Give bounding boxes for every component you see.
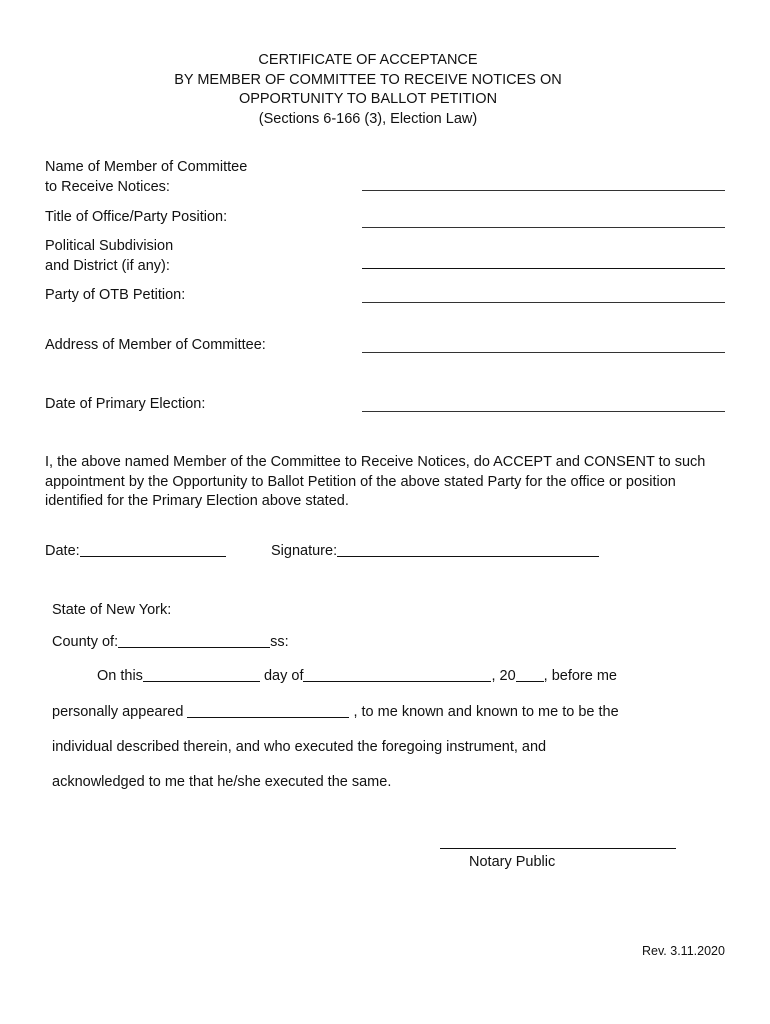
on-this-label: On this: [97, 668, 143, 684]
year-field-line[interactable]: [516, 667, 544, 682]
title-line-1: CERTIFICATE OF ACCEPTANCE: [258, 52, 478, 68]
known-to-me-label: , to me known and known to me to be the: [353, 704, 619, 720]
date-label: Date:: [45, 543, 80, 559]
personally-appeared-label: personally appeared: [52, 704, 184, 720]
party-field-line[interactable]: [362, 302, 725, 303]
title-line-2: BY MEMBER OF COMMITTEE TO RECEIVE NOTICES ON: [174, 71, 562, 88]
title-line-4: (Sections 6-166 (3), Election Law): [258, 110, 478, 127]
acknowledged-line: acknowledged to me that he/she executed the same.: [52, 774, 392, 790]
revision-label: Rev. 3.11.2020: [642, 944, 725, 958]
year-prefix-label: , 20: [491, 668, 516, 684]
date-field-line[interactable]: [80, 542, 226, 557]
subdivision-label-line-2: and District (if any):: [45, 258, 170, 274]
signature-row: [271, 541, 599, 561]
month-field-line[interactable]: [303, 667, 491, 682]
name-label-line-2: to Receive Notices:: [45, 179, 170, 195]
address-field-line[interactable]: [362, 352, 725, 353]
day-of-label: day of: [263, 668, 304, 684]
primary-date-label: Date of Primary Election:: [45, 396, 206, 412]
party-label: Party of OTB Petition:: [45, 287, 186, 303]
acceptance-statement: I, the above named Member of the Committee to Receive Notices, do ACCEPT and CONSENT to such appointment by the Opportunity to Ballot Petition of the above stated Party for the office or position identified for the Primary Election above stated.: [45, 454, 706, 509]
day-field-line[interactable]: [143, 667, 260, 682]
before-me-label: , before me: [543, 668, 617, 684]
primary-date-field-line[interactable]: [362, 411, 725, 412]
title-office-label: Title of Office/Party Position:: [45, 209, 228, 225]
signature-field-line[interactable]: [337, 542, 599, 557]
signature-label: Signature:: [271, 543, 338, 559]
subdivision-field-line[interactable]: [362, 268, 725, 269]
document-title: [0, 51, 736, 129]
name-label-line-1: Name of Member of Committee: [45, 159, 248, 175]
name-field-line[interactable]: [362, 190, 725, 191]
on-this-row: [97, 666, 617, 686]
title-office-field-line[interactable]: [362, 227, 725, 228]
subdivision-label-line-1: Political Subdivision: [45, 238, 174, 254]
county-row: [52, 632, 289, 652]
described-line: individual described therein, and who executed the foregoing instrument, and: [52, 739, 547, 755]
appeared-row: [52, 702, 619, 722]
date-signature-row: [45, 541, 226, 561]
notary-signature-line[interactable]: [440, 848, 676, 849]
state-label: State of New York:: [52, 602, 172, 618]
title-line-3: OPPORTUNITY TO BALLOT PETITION: [238, 91, 498, 107]
notary-public-label: Notary Public: [469, 854, 556, 870]
appeared-name-field-line[interactable]: [187, 703, 349, 718]
county-label: County of:: [52, 634, 119, 650]
address-label: Address of Member of Committee:: [45, 337, 266, 353]
county-field-line[interactable]: [118, 633, 270, 648]
ss-label: ss:: [270, 634, 289, 650]
